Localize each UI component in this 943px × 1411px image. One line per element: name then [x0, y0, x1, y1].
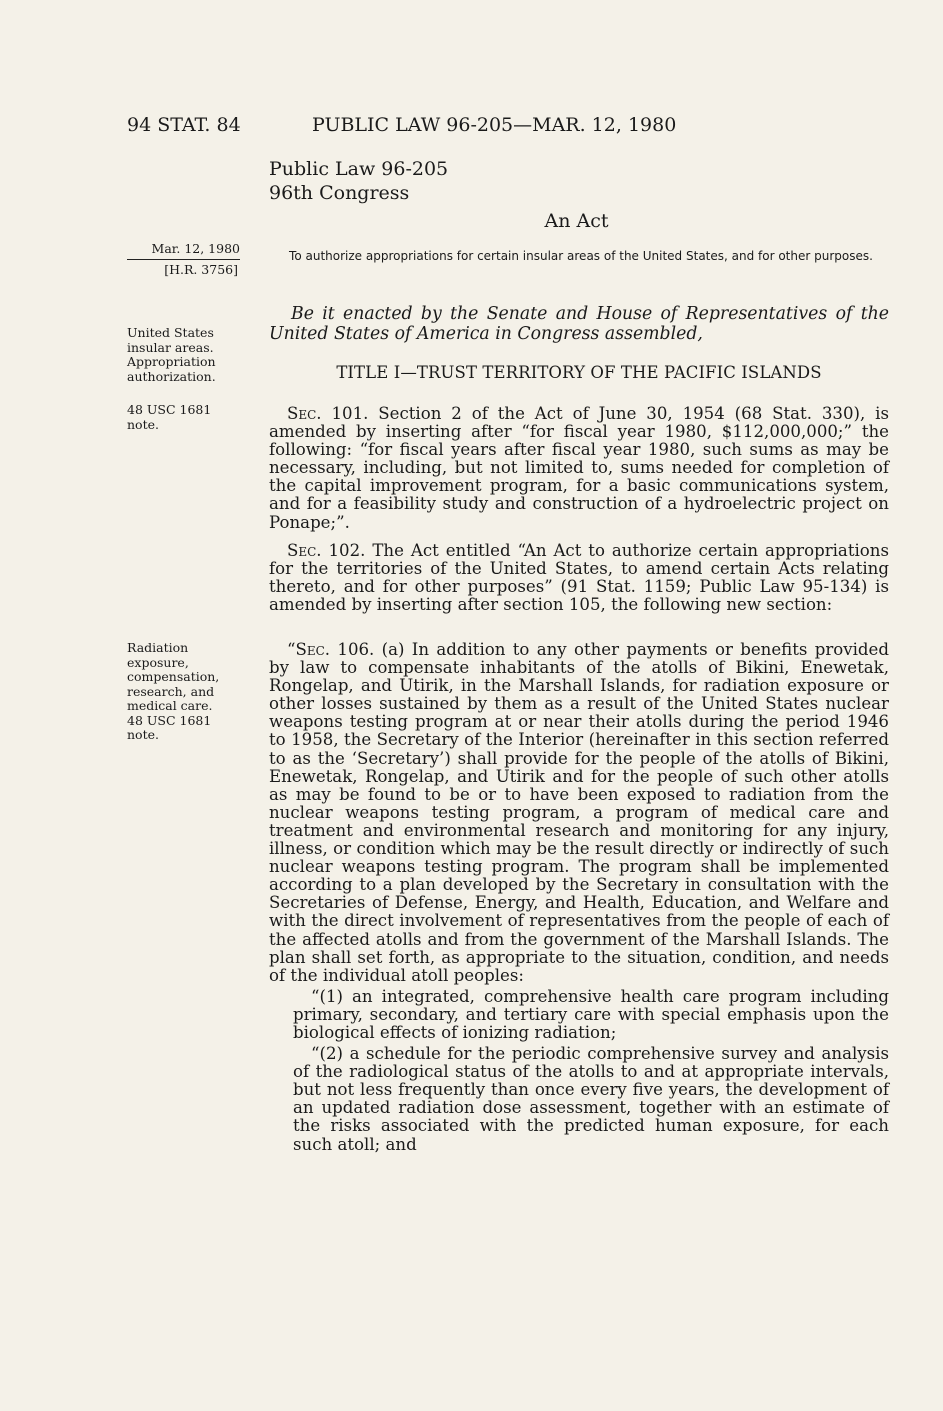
act-purpose: To authorize appropriations for certain insular areas of the United States, and for other purposes.: [289, 249, 873, 263]
margin-radiation-note: note.: [127, 727, 159, 742]
running-head: PUBLIC LAW 96-205—MAR. 12, 1980: [312, 114, 677, 136]
list-item: “(2) a schedule for the periodic comprehensive survey and analysis of the radiological status of the atolls to and at appropriate intervals, but not less frequently than once every five years, the development of an updated radiation dose assessment, together with an estimate of the risks associated with the predicted human exposure, for each such atoll; and: [293, 1044, 889, 1154]
act-heading: An Act: [544, 210, 609, 232]
margin-note-appropriation: United States insular areas. Appropriation authorization.: [127, 325, 216, 384]
title-heading: TITLE I—TRUST TERRITORY OF THE PACIFIC ISLANDS: [336, 363, 822, 382]
law-identification: [269, 157, 448, 205]
section-106: [269, 641, 889, 1154]
congress-number: 96th Congress: [269, 182, 410, 204]
margin-date: Mar. 12, 1980: [127, 242, 240, 260]
section-101-text: 101. Section 2 of the Act of June 30, 1954 (68 Stat. 330), is amended by inserting after “for fiscal year 1980, $112,000,000;” the following: “for fiscal years after fiscal year 1980, such sums as may be necessary, including, but not limited to, sums needed for completion of the capital improvement program, for a basic communications system, and for a feasibility study and construction of a hydroelectric project on Ponape;”.: [269, 404, 889, 532]
section-label: Sec.: [287, 404, 322, 423]
enacting-clause: Be it enacted by the Senate and House of Representatives of the United States of America in Congress assembled,: [269, 304, 889, 344]
margin-note-usc: [127, 403, 252, 432]
section-101: [269, 405, 889, 532]
statute-page-number: 94 STAT. 84: [127, 114, 241, 136]
margin-usc-note: note.: [127, 416, 159, 432]
section-102-text: 102. The Act entitled “An Act to authorize certain appropriations for the territories of the United States, to amend certain Acts relating thereto, and for other purposes” (91 Stat. 1159; Public Law 95-134) is amended by inserting after section 105, the following new section:: [269, 541, 889, 615]
section-106-text: 106. (a) In addition to any other payments or benefits provided by law to compensate inhabitants of the atolls of Bikini, Enewetak, Rongelap, and Utirik, in the Marshall Islands, for radiation exposure or other losses sustained by them as a result of the United States nuclear weapons testing program at or near their atolls during the period 1946 to 1958, the Secretary of the Interior (hereinafter in this section referred to as the ‘Secretary’) shall provide for the people of the atolls of Bikini, Enewetak, Rongelap, and Utirik and for the people of such other atolls as may be found to be or to have been exposed to radiation from the nuclear weapons testing program, a program of medical care and treatment and environmental research and monitoring for any injury, illness, or condition which may be the result directly or indirectly of such nuclear weapons testing program. The program shall be implemented according to a plan developed by the Secretary in consultation with the Secretaries of Defense, Energy, and Health, Education, and Welfare and with the direct involvement of representatives from the people of each of the affected atolls and from the government of the Marshall Islands. The plan shall set forth, as appropriate to the situation, condition, and needs of the individual atoll peoples:: [269, 640, 889, 985]
margin-radiation-text: Radiation exposure, compensation, research, and medical care.: [127, 640, 220, 713]
list-item: “(1) an integrated, comprehensive health care program including primary, secondary, and tertiary care with special emphasis upon the biological effects of ionizing radiation;: [293, 986, 889, 1042]
margin-radiation-usc: 48 USC 1681: [127, 712, 212, 728]
section-106-paragraph: [269, 641, 889, 985]
margin-bill-number: [H.R. 3756]: [164, 261, 238, 277]
law-number: Public Law 96-205: [269, 158, 449, 180]
section-label: Sec.: [295, 640, 331, 659]
section-102-paragraph: [269, 542, 889, 614]
margin-usc-citation: 48 USC 1681: [127, 402, 212, 417]
section-label: Sec.: [287, 541, 322, 560]
margin-date-block: [127, 242, 240, 277]
section-102: [269, 542, 889, 614]
open-quote: “: [287, 640, 296, 659]
margin-note-radiation: [127, 641, 239, 743]
section-101-paragraph: [269, 405, 889, 532]
